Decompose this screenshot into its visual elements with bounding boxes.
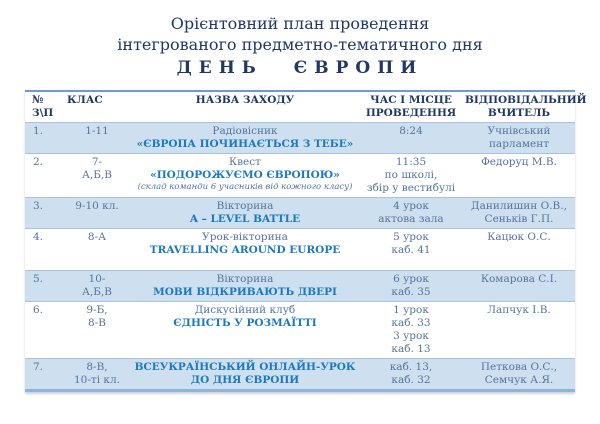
column-header-line: ПРОВЕДЕННЯ (365, 107, 457, 119)
plan-table (25, 90, 587, 392)
table-row (25, 198, 575, 229)
row-number-cell: 5. (33, 273, 44, 285)
activity-cell (131, 229, 359, 271)
document-title (25, 13, 575, 79)
teacher-line: Данилишин О.В., (471, 200, 567, 212)
activity-type: Радіовісник (212, 125, 278, 137)
activity-title: A – LEVEL BATTLE (189, 213, 301, 225)
activity-type: Вікторина (216, 200, 274, 212)
teacher-cell (463, 359, 575, 391)
row-number-cell: 2. (33, 156, 44, 168)
time-line: по школі, (384, 169, 438, 181)
activity-title: «ПОДОРОЖУЄМО ЄВРОПОЮ» (150, 169, 340, 181)
teacher-line: парламент (488, 138, 550, 150)
column-header-line: № (32, 94, 44, 106)
activity-cell (131, 271, 359, 302)
column-header (25, 91, 63, 123)
activity-cell (131, 154, 359, 198)
time-place-cell (359, 123, 463, 154)
table-row (25, 359, 575, 391)
plan-table-body (25, 123, 575, 391)
class-line: 10- (88, 273, 106, 285)
activity-title: ДО ДНЯ ЄВРОПИ (190, 374, 300, 386)
teacher-line: Семчук А.Я. (484, 374, 554, 386)
row-number-cell: 7. (33, 361, 44, 373)
class-line: 10-ті кл. (74, 374, 120, 386)
title-line-2: інтегрованого предметно-тематичного дня (117, 35, 483, 54)
time-line: 4 урок (393, 200, 429, 212)
activity-cell (131, 123, 359, 154)
teacher-cell (463, 123, 575, 154)
class-cell (63, 302, 131, 359)
class-cell (63, 154, 131, 198)
row-number-cell: 1. (33, 125, 44, 137)
time-line: каб. 32 (391, 374, 431, 386)
column-header-line: ЧАС І МІСЦЕ (370, 94, 452, 106)
time-line: каб. 13 (391, 343, 431, 355)
activity-type: Квест (229, 156, 261, 168)
class-line: 8-В, (86, 361, 108, 373)
row-number-cell: 4. (33, 231, 44, 243)
class-line: 8-В (88, 317, 106, 329)
time-place-cell (359, 154, 463, 198)
time-line: каб. 13, (389, 361, 433, 373)
activity-cell (131, 198, 359, 229)
time-line: 5 урок (393, 231, 429, 243)
teacher-cell (463, 229, 575, 271)
time-line: 3 урок (393, 330, 429, 342)
class-line: 8-А (87, 231, 107, 243)
table-header-row (25, 91, 575, 123)
time-place-cell (359, 198, 463, 229)
column-header-line: ВЧИТЕЛЬ (487, 107, 551, 119)
activity-title: TRAVELLING AROUND EUROPE (149, 244, 341, 256)
activity-title: ЄДНІСТЬ У РОЗМАЇТТІ (173, 317, 317, 329)
time-line: 1 урок (393, 304, 429, 316)
activity-title: ВСЕУКРАЇНСЬКИЙ ОНЛАЙН-УРОК (134, 361, 356, 373)
teacher-cell (463, 302, 575, 359)
class-line: 9-Б, (86, 304, 108, 316)
class-line: 9-10 кл. (75, 200, 119, 212)
class-cell (63, 229, 131, 271)
teacher-line: Кацюк О.С. (487, 231, 551, 243)
time-line: 8:24 (399, 125, 423, 137)
time-place-cell (359, 302, 463, 359)
teacher-line: Учнівський (487, 125, 551, 137)
column-header (63, 91, 131, 123)
time-place-cell (359, 229, 463, 271)
activity-type: Дискусійний клуб (194, 304, 296, 316)
activity-note: (склад команди 6 учасників від кожного класу) (137, 182, 353, 192)
title-line-1: Орієнтовний план проведення (170, 14, 430, 33)
class-cell (63, 198, 131, 229)
teacher-cell (463, 271, 575, 302)
column-header (131, 91, 359, 123)
teacher-line: Лапчук І.В. (487, 304, 551, 316)
time-line: 11:35 (395, 156, 427, 168)
column-header (359, 91, 463, 123)
time-line: актова зала (378, 213, 444, 225)
activity-type: Вікторина (216, 273, 274, 285)
teacher-line: Федоруц М.В. (481, 156, 557, 168)
table-row (25, 229, 575, 271)
column-header-line: КЛАС (67, 94, 103, 106)
time-line: каб. 41 (391, 244, 431, 256)
column-header-line: НАЗВА ЗАХОДУ (195, 94, 295, 106)
activity-type: Урок-вікторина (202, 231, 288, 243)
time-place-cell (359, 271, 463, 302)
table-row (25, 123, 575, 154)
time-line: каб. 35 (391, 286, 431, 298)
table-row (25, 302, 575, 359)
class-line: А,Б,В (81, 286, 113, 298)
teacher-line: Петкова О.С., (480, 361, 558, 373)
activity-cell (131, 302, 359, 359)
class-cell (63, 271, 131, 302)
activity-title: «ЄВРОПА ПОЧИНАЄТЬСЯ З ТЕБЕ» (136, 138, 354, 150)
row-number-cell: 3. (33, 200, 44, 212)
class-cell (63, 359, 131, 391)
activity-title: МОВИ ВІДКРИВАЮТЬ ДВЕРІ (153, 286, 337, 298)
class-cell (63, 123, 131, 154)
time-place-cell (359, 359, 463, 391)
column-header-line: З\П (32, 107, 54, 119)
teacher-cell (463, 154, 575, 198)
teacher-line: Сеньків Г.П. (484, 213, 554, 225)
time-line: каб. 33 (391, 317, 431, 329)
class-line: А,Б,В (81, 169, 113, 181)
table-row (25, 154, 575, 198)
class-line: 7- (91, 156, 103, 168)
plan-table-head (25, 91, 587, 123)
row-number-cell: 6. (33, 304, 44, 316)
class-line: 1-11 (85, 125, 109, 137)
column-header (463, 91, 587, 123)
teacher-cell (463, 198, 575, 229)
time-line: збір у вестибулі (366, 182, 456, 194)
table-row (25, 271, 575, 302)
title-day-europe: ДЕНЬ ЄВРОПИ (176, 58, 424, 78)
column-header-line: ВІДПОВІДАЛЬНИЙ (465, 94, 587, 106)
time-line: 6 урок (393, 273, 429, 285)
teacher-line: Комарова С.І. (480, 273, 558, 285)
activity-cell (131, 359, 359, 391)
